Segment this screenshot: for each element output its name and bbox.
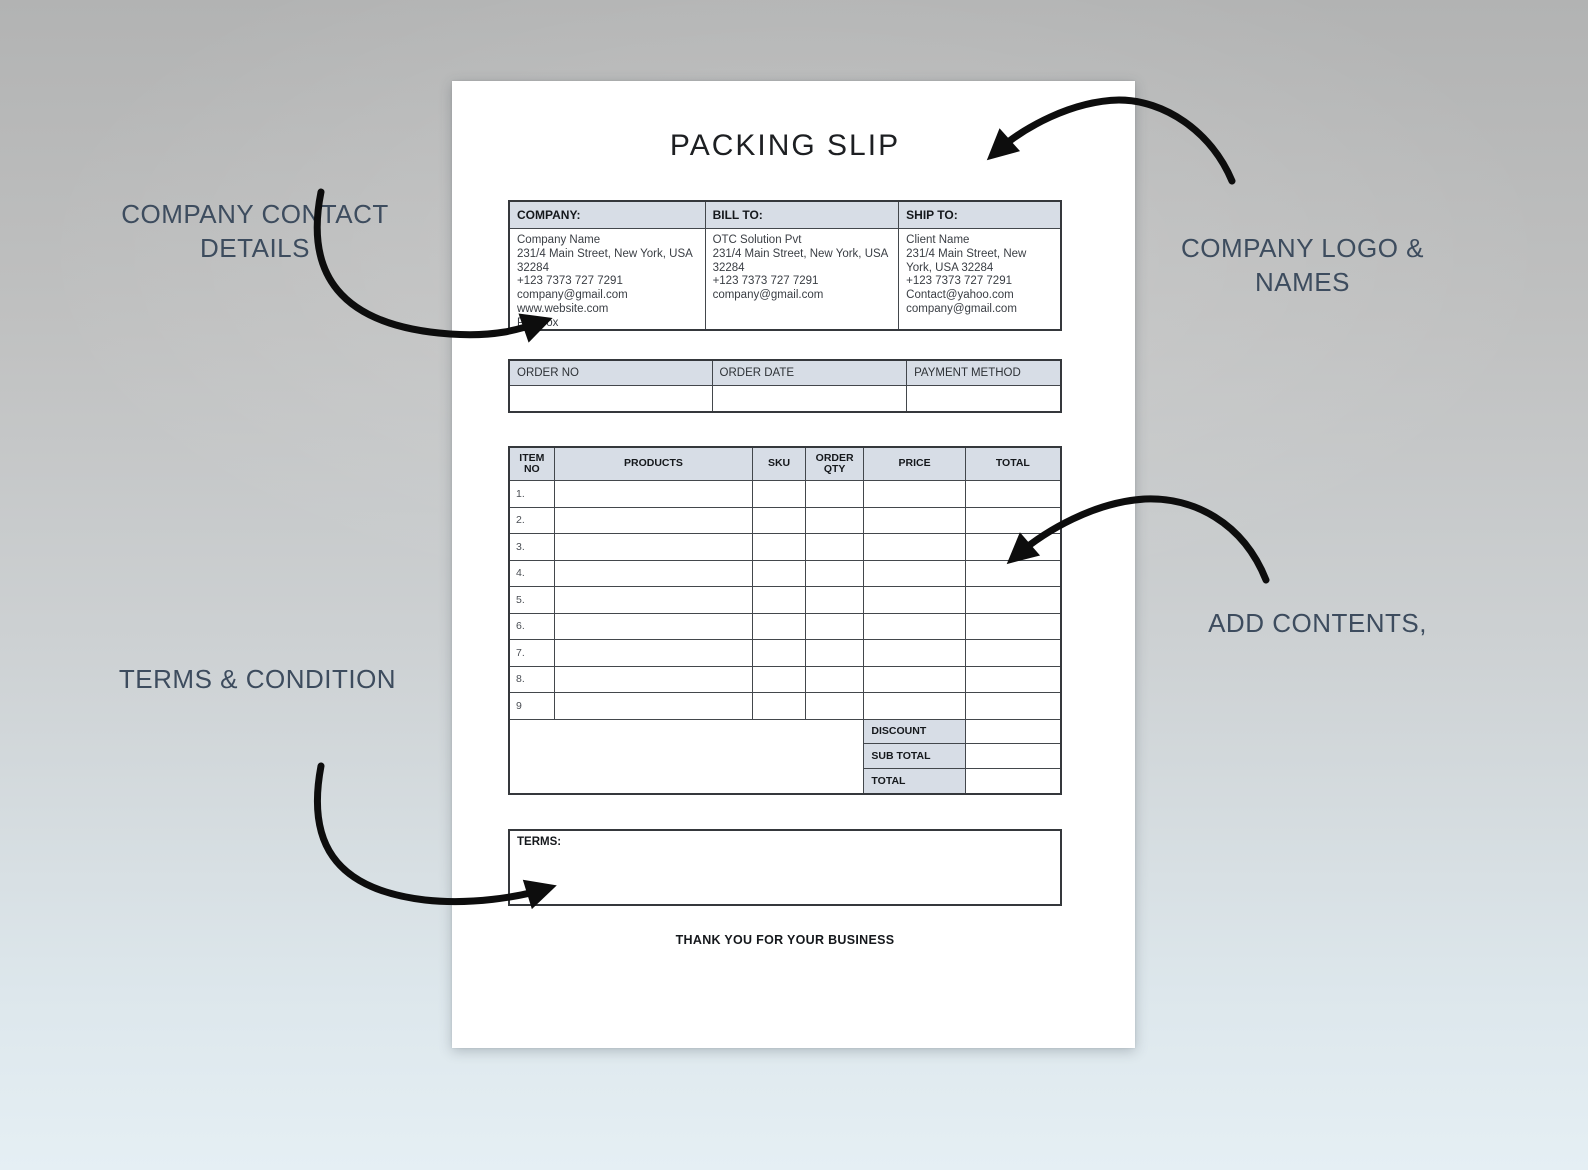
item-price-cell [864,508,965,535]
item-row-number: 9 [510,693,555,720]
payment-method-header-cell: PAYMENT METHOD [907,361,1060,386]
item-price-cell [864,640,965,667]
total-header-cell: TOTAL [966,448,1060,481]
item-total-cell [966,640,1060,667]
company-phone: +123 7373 727 7291 [517,275,623,288]
order-date-header-cell: ORDER DATE [713,361,908,386]
order-no-header-cell: ORDER NO [510,361,713,386]
bill-to-header-cell: BILL TO: [706,202,900,229]
item-products-cell [555,508,754,535]
item-total-cell [966,667,1060,694]
ship-to-address-cell [899,229,1060,329]
item-qty-cell [806,561,865,588]
company-header-cell: COMPANY: [510,202,706,229]
company-website: www.website.com [517,302,609,315]
discount-label-cell: DISCOUNT [864,720,965,745]
order-date-value-cell [713,386,908,411]
item-row-number: 7. [510,640,555,667]
item-sku-cell [753,614,806,641]
item-row-number: 5. [510,587,555,614]
item-price-cell [864,561,965,588]
order-qty-header-cell: ORDER QTY [806,448,865,481]
annotation-terms-condition [85,662,430,696]
annotation-line: TERMS & CONDITION [118,664,397,694]
bill-to-address-cell [706,229,900,329]
item-products-cell [555,534,754,561]
item-sku-cell [753,561,806,588]
bill-to-address: 231/4 Main Street, New York, USA 32284 [712,247,888,274]
terms-box [508,829,1062,906]
total-label-cell: TOTAL [864,769,965,794]
items-empty-merged-cell [510,720,864,794]
annotation-line: COMPANY CONTACT [121,199,389,229]
item-row-number: 6. [510,614,555,641]
item-qty-cell [806,534,865,561]
item-row-number: 1. [510,481,555,508]
item-qty-cell [806,640,865,667]
annotation-line: NAMES [1255,267,1350,297]
item-sku-cell [753,587,806,614]
item-price-cell [864,587,965,614]
item-row-number: 4. [510,561,555,588]
annotation-line: ADD CONTENTS, [1208,608,1427,638]
ship-to-address: 231/4 Main Street, New York, USA 32284 [906,247,1027,274]
annotation-line: DETAILS [200,233,310,263]
subtotal-value-cell [966,744,1060,769]
item-sku-cell [753,481,806,508]
bill-to-name: OTC Solution Pvt [712,234,802,246]
item-price-cell [864,693,965,720]
bill-to-email: company@gmail.com [712,289,824,302]
item-products-cell [555,481,754,508]
item-total-cell [966,693,1060,720]
company-email: company@gmail.com [517,289,628,302]
subtotal-label-cell: SUB TOTAL [864,744,965,769]
company-pobox: P.O Box [517,316,559,329]
thank-you-text: THANK YOU FOR YOUR BUSINESS [675,933,895,947]
document-title: PACKING SLIP [669,129,901,162]
ship-to-header-cell: SHIP TO: [899,202,1060,229]
ship-to-email-2: company@gmail.com [906,302,1017,315]
parties-table [508,200,1062,331]
company-address: 231/4 Main Street, New York, USA 32284 [517,247,693,274]
item-total-cell [966,508,1060,535]
item-products-cell [555,693,754,720]
packing-slip-document [452,81,1135,1048]
ship-to-email-1: Contact@yahoo.com [906,289,1014,302]
item-price-cell [864,667,965,694]
item-total-cell [966,534,1060,561]
annotation-company-logo-names [1140,231,1465,299]
item-sku-cell [753,667,806,694]
item-total-cell [966,587,1060,614]
items-table [508,446,1062,795]
item-row-number: 3. [510,534,555,561]
annotation-line: COMPANY LOGO & [1181,233,1424,263]
item-qty-cell [806,481,865,508]
ship-to-phone: +123 7373 727 7291 [906,275,1012,288]
item-qty-cell [806,667,865,694]
order-no-value-cell [510,386,713,411]
item-products-cell [555,561,754,588]
item-total-cell [966,561,1060,588]
company-name: Company Name [517,234,601,246]
item-total-cell [966,481,1060,508]
item-price-cell [864,481,965,508]
products-header-cell: PRODUCTS [555,448,754,481]
annotation-company-contact-details [90,197,420,265]
item-row-number: 8. [510,667,555,694]
company-address-cell [510,229,706,329]
item-sku-cell [753,508,806,535]
terms-label: TERMS: [517,836,562,848]
bill-to-phone: +123 7373 727 7291 [712,275,819,288]
sku-header-cell: SKU [753,448,806,481]
payment-method-value-cell [907,386,1060,411]
item-sku-cell [753,640,806,667]
item-sku-cell [753,534,806,561]
price-header-cell: PRICE [864,448,965,481]
item-sku-cell [753,693,806,720]
item-price-cell [864,614,965,641]
item-products-cell [555,587,754,614]
discount-value-cell [966,720,1060,745]
order-info-table [508,359,1062,413]
item-qty-cell [806,587,865,614]
item-row-number: 2. [510,508,555,535]
item-qty-cell [806,508,865,535]
annotation-add-contents [1150,606,1485,640]
item-products-cell [555,667,754,694]
ship-to-name: Client Name [906,234,970,246]
item-qty-cell [806,614,865,641]
item-no-header-cell: ITEM NO [510,448,555,481]
item-price-cell [864,534,965,561]
item-total-cell [966,614,1060,641]
item-products-cell [555,640,754,667]
total-value-cell [966,769,1060,794]
item-qty-cell [806,693,865,720]
item-products-cell [555,614,754,641]
